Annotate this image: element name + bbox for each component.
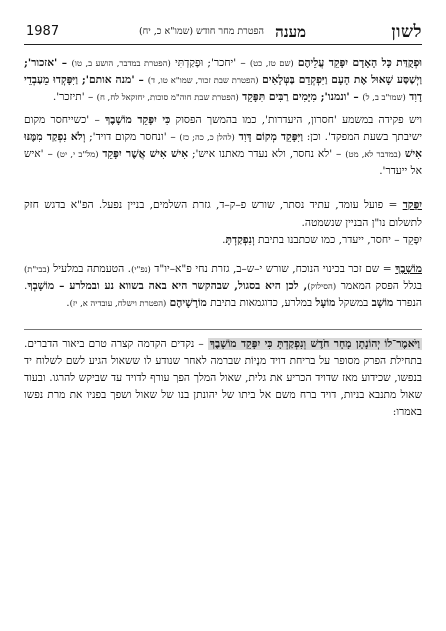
source-ref: (מל"ב י, יט) (56, 149, 99, 160)
bold-term: וַיִּפָּקֵד מְקוֹם דָּוִד (238, 130, 303, 143)
paragraph-examples (24, 55, 422, 107)
grammar-entry-moshavekha (24, 261, 422, 313)
text: = פועל עומד, עתיד נסתר, שורש פ–ק–ד, גזרת השלמים, בניין נפעל. הפ"א בדגש חזק לתשלום נו"ן הבניין שנשמטה. (24, 199, 422, 229)
text: – 'יחכר'; וּפָקַדְתִּי (174, 57, 250, 69)
entry-word: מוֹשָׁבֶךָ (395, 263, 422, 276)
bold-term: וּפְקֻדַּת כָּל הָאָדָם יִפָּקֵד עֲלֵיהֶם (297, 57, 422, 69)
paragraph-commentary (24, 336, 422, 422)
entry-word: יִפָּקֵד (402, 233, 422, 246)
bold-term: – 'אזכור'; וַיְשַׁסַּע שָׁאוּל אֶת הָעָם וַיִּפְקְדֵם בַּטְּלָאִים (24, 57, 422, 87)
source-ref: (הסילוק) (307, 281, 337, 292)
source-ref: (שמו"ב ב, ל) (362, 92, 406, 103)
bold-term: מוֹשָׁב (371, 297, 394, 310)
bold-term: וְנִפְקַדְתָּ (225, 233, 255, 246)
source-ref: (הפטרת וישלח, עובדיה א, יז) (69, 298, 167, 309)
text: – נקדים הקדמה קצרה טרם ביאור הדברים. בתחילת הפרק מסופר על בריחת דויד מנָיוֹת שברמה לאחר שנודע לו ששאול הגיע לשם לשלוח יד בנפשו, שכידוע מאז שדויד הכריע את גלית, שאול המלך הפך עורף לדויד עד שביקש להרגו. ובעוד שאול מתנבא בניות, דויד ברח משם אל ביתו של יהונתן בנו של שאול ושפך בפניו את מרת נפשו באמרו: (24, 337, 422, 419)
text: ויש פקידה במשמע 'חסרון, היעדרות', כמו בהמשך הפסוק (170, 113, 422, 126)
page-body (24, 55, 422, 422)
highlighted-verse: וַיֹּאמֶר־לוֹ יְהוֹנָתָן מָחָר חֹדֶשׁ וְנִפְקַדְתָּ כִּי יִפָּקֵד מוֹשָׁבֶךָ (209, 337, 421, 350)
bold-term: כִּי יִפָּקֵד מוֹשָׁבֶךָ (105, 113, 171, 126)
text: – 'לא נחסר, ולא נעדר מאתנו איש'; (188, 148, 346, 161)
bold-term: מוֹעָל (315, 297, 336, 310)
bold-term: וְלֹא נִפְקַד מִמֶּנּוּ אִישׁ (24, 130, 422, 161)
header-subtitle: הפטרת מחר חודש (שמו"א כ, יח) (138, 26, 264, 37)
text: במשקל (335, 297, 372, 310)
source-ref: (נפ"י) (131, 264, 151, 275)
text: . הטעמתה במלעיל (49, 263, 132, 276)
text: בגלל הפסק המאמר (336, 280, 423, 293)
source-ref: (הפטרת שבת זכור, שמו"א טו, ד) (147, 75, 259, 86)
text: – 'איש אל ייעדר'. (24, 148, 422, 178)
source-ref: (בבי"ת) (24, 264, 50, 275)
bold-term: אִישׁ אִישׁ אֲשֶׁר יִפָּקֵד (102, 148, 189, 161)
entry-word: יִפָּקֵד (402, 199, 422, 212)
source-ref: (שם טז, כט) (249, 58, 294, 68)
grammar-entry-yipaked (24, 197, 422, 249)
page (24, 22, 422, 427)
text: , לכן היא בסגול, שבהקשר היא באה בשווא נע ובמלרע – (54, 280, 308, 293)
source-ref: (להלן כ, כה; כז) (179, 131, 235, 142)
header-section-word: מענה (275, 23, 306, 41)
text: – יחסר, ייעדר, כמו שכתבנו בתיבת (254, 233, 403, 246)
bold-term: – 'ונמנו'; מִיָּמִים רַבִּים תִּפָּקֵד (242, 91, 363, 104)
text: – 'ונחסר מקום דויד'; (85, 130, 180, 143)
source-ref: (במדבר לא, מט) (345, 149, 401, 160)
source-ref: (הפטרת שבת חוה"מ סוכות, יחזקאל לח, ח) (96, 92, 239, 103)
text: . הנפרד (24, 280, 422, 310)
text: – 'כשייחסר מקום ישיבתך בשעת המפקד'. וכן: (24, 113, 423, 143)
text: . (222, 233, 226, 246)
bold-term: – 'מנה אותם'; וַיִּפָּקְדוּ מֵעַבְדֵי דָוִד (24, 74, 422, 104)
paragraph-absence-meaning (24, 112, 422, 181)
bold-term: מוֹרָשָׁיהֶם (169, 297, 207, 310)
text: – 'תיזכר'. (52, 91, 97, 104)
section-divider (24, 329, 422, 330)
bold-term: מוֹשָׁבְךָ (27, 280, 55, 293)
text: . (66, 297, 70, 310)
text: = שם זכר בכינוי הנוכח, שורש י–ש–ב, גזרת נחי פ"א–יו"ד (154, 263, 396, 276)
running-header (24, 22, 422, 45)
source-ref: (הפטרת במדבר, הושע ב, טו) (71, 58, 171, 68)
page-number: 1987 (26, 24, 60, 39)
text: במלרע, כדוגמאות בתיבת (206, 297, 316, 310)
header-title: לשון (391, 22, 422, 42)
